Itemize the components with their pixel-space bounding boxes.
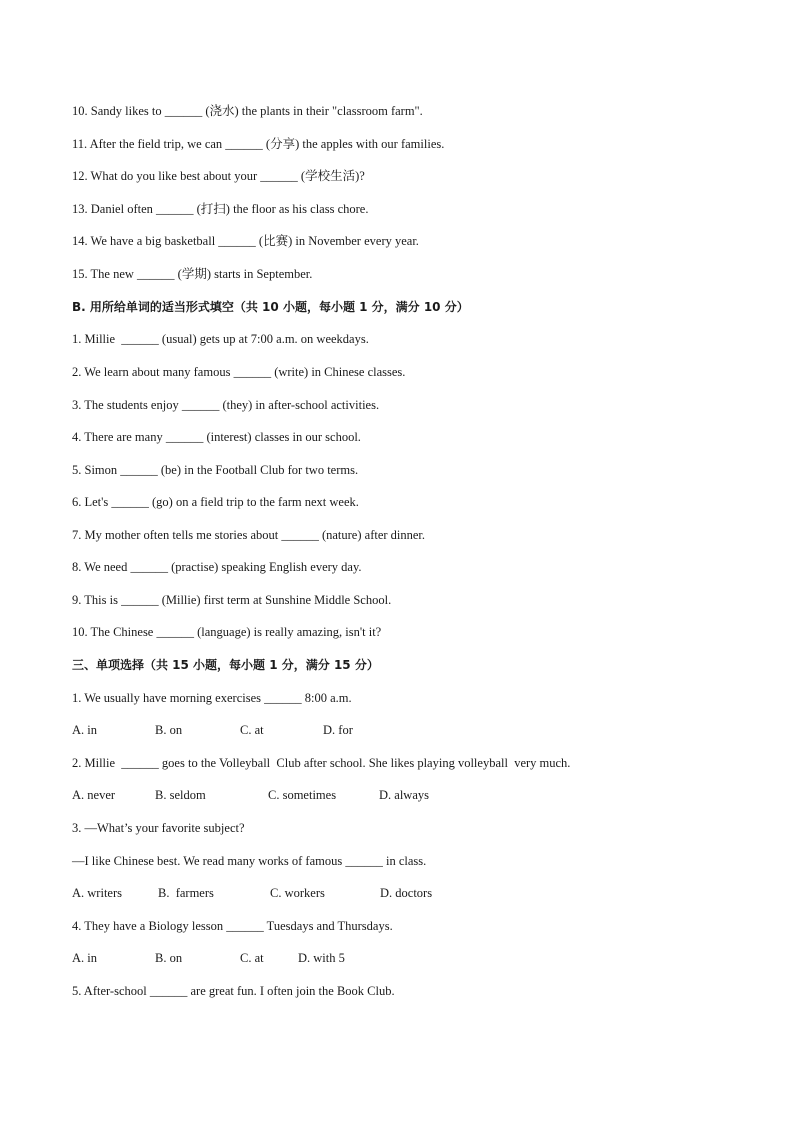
- mc-question-3: 3. —What’s your favorite subject?: [72, 821, 245, 835]
- question-b1: 1. Millie ______ (usual) gets up at 7:00 a.m. on weekdays.: [72, 332, 369, 346]
- question-b3: 3. The students enjoy ______ (they) in after-school activities.: [72, 398, 380, 412]
- mc3-option-b: B. farmers: [158, 886, 214, 900]
- question-b8: 8. We need ______ (practise) speaking English every day.: [72, 560, 362, 574]
- question-b9: 9. This is ______ (Millie) first term at Sunshine Middle School.: [72, 593, 392, 607]
- question-b2: 2. We learn about many famous ______ (write) in Chinese classes.: [72, 365, 406, 379]
- mc2-option-c: C. sometimes: [268, 788, 337, 802]
- question-a11: 11. After the field trip, we can ______ (分享) the apples with our families.: [72, 137, 445, 151]
- question-a14: 14. We have a big basketball ______ (比赛) in November every year.: [72, 234, 419, 248]
- question-b6: 6. Let's ______ (go) on a field trip to the farm next week.: [72, 495, 359, 509]
- question-a13: 13. Daniel often ______ (打扫) the floor as his class chore.: [72, 202, 369, 216]
- mc3-option-c: C. workers: [270, 886, 325, 900]
- question-b7: 7. My mother often tells me stories about ______ (nature) after dinner.: [72, 528, 426, 542]
- question-a12: 12. What do you like best about your ______ (学校生活)?: [72, 169, 365, 183]
- mc-question-1: 1. We usually have morning exercises ______ 8:00 a.m.: [72, 691, 352, 705]
- mc1-option-c: C. at: [240, 723, 264, 737]
- mc1-option-d: D. for: [323, 723, 353, 737]
- section-b-heading: B. 用所给单词的适当形式填空（共 10 小题，每小题 1 分，满分 10 分）: [72, 300, 469, 314]
- mc3-option-d: D. doctors: [380, 886, 433, 900]
- mc-question-2: 2. Millie ______ goes to the Volleyball Club after school. She likes playing volleyball very much.: [72, 756, 571, 770]
- section-3-heading: 三、单项选择（共 15 小题，每小题 1 分，满分 15 分）: [72, 658, 379, 672]
- mc4-option-b: B. on: [155, 951, 183, 965]
- mc4-option-c: C. at: [240, 951, 264, 965]
- mc1-option-b: B. on: [155, 723, 183, 737]
- mc-question-3-reply: —I like Chinese best. We read many works of famous ______ in class.: [72, 854, 427, 868]
- question-b10: 10. The Chinese ______ (language) is really amazing, isn't it?: [72, 625, 382, 639]
- mc2-option-b: B. seldom: [155, 788, 206, 802]
- question-b5: 5. Simon ______ (be) in the Football Club for two terms.: [72, 463, 359, 477]
- mc2-option-d: D. always: [379, 788, 429, 802]
- mc1-option-a: A. in: [72, 723, 97, 737]
- question-a15: 15. The new ______ (学期) starts in September.: [72, 267, 313, 281]
- mc4-option-d: D. with 5: [298, 951, 345, 965]
- mc-question-4: 4. They have a Biology lesson ______ Tuesdays and Thursdays.: [72, 919, 393, 933]
- mc-question-5: 5. After-school ______ are great fun. I often join the Book Club.: [72, 984, 395, 998]
- mc4-option-a: A. in: [72, 951, 97, 965]
- mc2-option-a: A. never: [72, 788, 116, 802]
- question-b4: 4. There are many ______ (interest) classes in our school.: [72, 430, 361, 444]
- question-a10: 10. Sandy likes to ______ (浇水) the plants in their "classroom farm".: [72, 104, 423, 118]
- mc3-option-a: A. writers: [72, 886, 122, 900]
